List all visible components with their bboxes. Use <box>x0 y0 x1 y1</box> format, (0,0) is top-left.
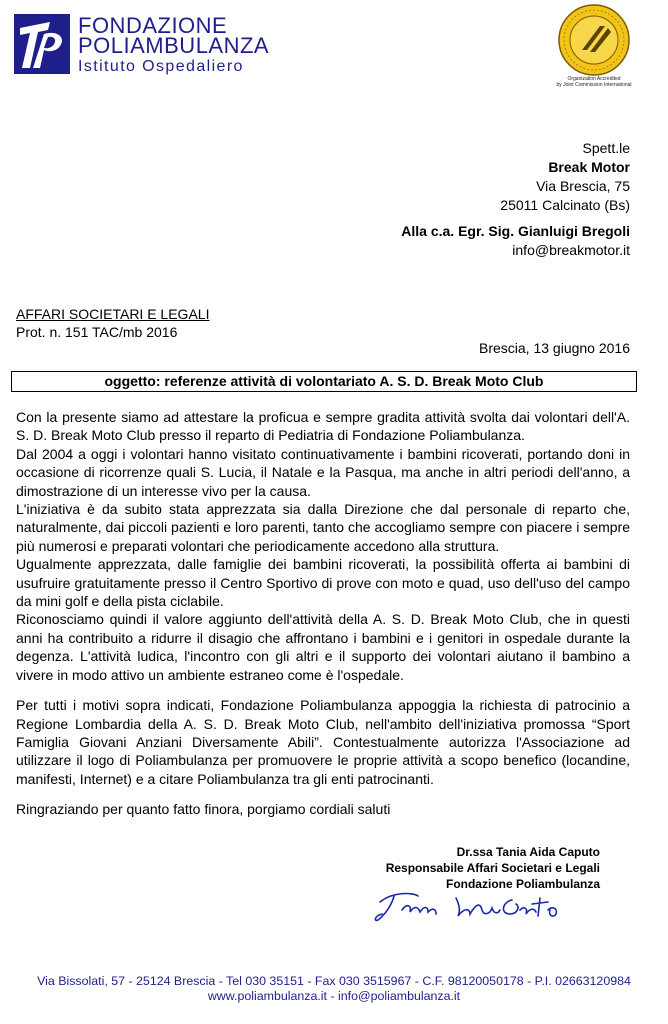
body-paragraph-4: Ugualmente apprezzata, dalle famiglie dei bambini ricoverati, la possibilità offerta ai bambini di usufruire gratuitamente presso il Centro Sportivo di prove con moto e quad, uso dell'uso del campo da mini golf e della pista ciclabile. <box>16 556 630 610</box>
fondazione-logo-mark <box>14 14 70 74</box>
department-block <box>16 305 209 341</box>
fondazione-logo <box>14 13 270 78</box>
recipient-attention-block <box>401 222 630 260</box>
protocol-number: Prot. n. 151 TAC/mb 2016 <box>16 324 178 340</box>
logo-line-3: Istituto Ospedaliero <box>78 58 244 75</box>
footer-address-line: Via Bissolati, 57 - 25124 Brescia - Tel 030 35151 - Fax 030 3515967 - C.F. 98120050178 - P.I. 02663120984 <box>37 974 631 988</box>
letter-body <box>16 408 630 819</box>
body-paragraph-5: Riconosciamo quindi il valore aggiunto dell'attività della A. S. D. Break Moto Club, che in questi anni ha contribuito a ridurre il disagio che affrontano i bambini e i genitori in ospedale durante la degenza. L'attività ludica, l'incontro con gli altri e il supporto dei volontari aiutano il bambino a vivere in modo attivo un ambiente estraneo come è l'ospedale. <box>16 611 630 683</box>
body-paragraph-1: Con la presente siamo ad attestare la proficua e sempre gradita attività svolta dai volontari dell'A. S. D. Break Moto Club presso il reparto di Pediatria di Fondazione Poliambulanza. <box>16 409 630 444</box>
seal-caption-line-2: by Joint Commission International <box>556 82 632 88</box>
logo-line-2: POLIAMBULANZA <box>78 33 270 58</box>
subject-box: oggetto: referenze attività di volontariato A. S. D. Break Moto Club <box>11 371 637 392</box>
letterhead-footer <box>0 974 668 1004</box>
handwritten-signature <box>372 888 572 924</box>
recipient-address <box>500 139 630 215</box>
body-paragraph-3: L'iniziativa è da subito stata apprezzata sia dalla Direzione che dal personale di reparto che, naturalmente, dai piccoli pazienti e loro parenti, tanto che accogliamo sempre con piacere i sempre più numerosi e preparati volontari che periodicamente accedono alla struttura. <box>16 501 630 554</box>
footer-web-line[interactable]: www.poliambulanza.it - info@poliambulanza.it <box>207 989 461 1003</box>
department-name: AFFARI SOCIETARI E LEGALI <box>16 306 210 322</box>
recipient-salutation: Spett.le <box>582 140 630 156</box>
signature-block <box>386 844 600 892</box>
recipient-street: Via Brescia, 75 <box>536 178 630 194</box>
recipient-attention: Alla c.a. Egr. Sig. Gianluigi Bregoli <box>401 223 630 239</box>
recipient-city: 25011 Calcinato (Bs) <box>500 197 630 213</box>
signer-organization: Fondazione Poliambulanza <box>445 877 600 891</box>
body-closing: Ringraziando per quanto fatto finora, porgiamo cordiali saluti <box>16 801 391 818</box>
seal-caption-line-1: Organization Accredited <box>567 76 621 82</box>
body-paragraph-6: Per tutti i motivi sopra indicati, Fondazione Poliambulanza appoggia la richiesta di patrocinio a Regione Lombardia della A. S. D. Break Moto Club, nell'ambito dell'iniziativa promossa “Sport Famiglia Giovani Anziani Diversamente Abili”. Contestualmente autorizza l'Associazione ad utilizzare il logo di Poliambulanza per promuovere le proprie attività a scopo benefico (locandine, manifesti, Internet) e a citare Poliambulanza tra gli enti patrocinanti. <box>16 697 630 787</box>
jci-seal-badge <box>558 4 630 76</box>
signer-role: Responsabile Affari Societari e Legali <box>385 861 600 875</box>
recipient-email[interactable]: info@breakmotor.it <box>512 242 630 258</box>
jci-accreditation-seal <box>552 4 636 92</box>
signer-name: Dr.ssa Tania Aida Caputo <box>456 845 600 859</box>
logo-line-1: FONDAZIONE <box>78 13 228 38</box>
recipient-company: Break Motor <box>548 159 630 175</box>
letter-date: Brescia, 13 giugno 2016 <box>479 340 630 356</box>
body-paragraph-2: Dal 2004 a oggi i volontari hanno visitato continuativamente i bambini ricoverati, portando doni in occasione di ricorrenze quali S. Lucia, il Natale e la Pasqua, ma anche in altri periodi dell'anno, a dimostrazione di un interesse vivo per la causa. <box>16 445 630 499</box>
